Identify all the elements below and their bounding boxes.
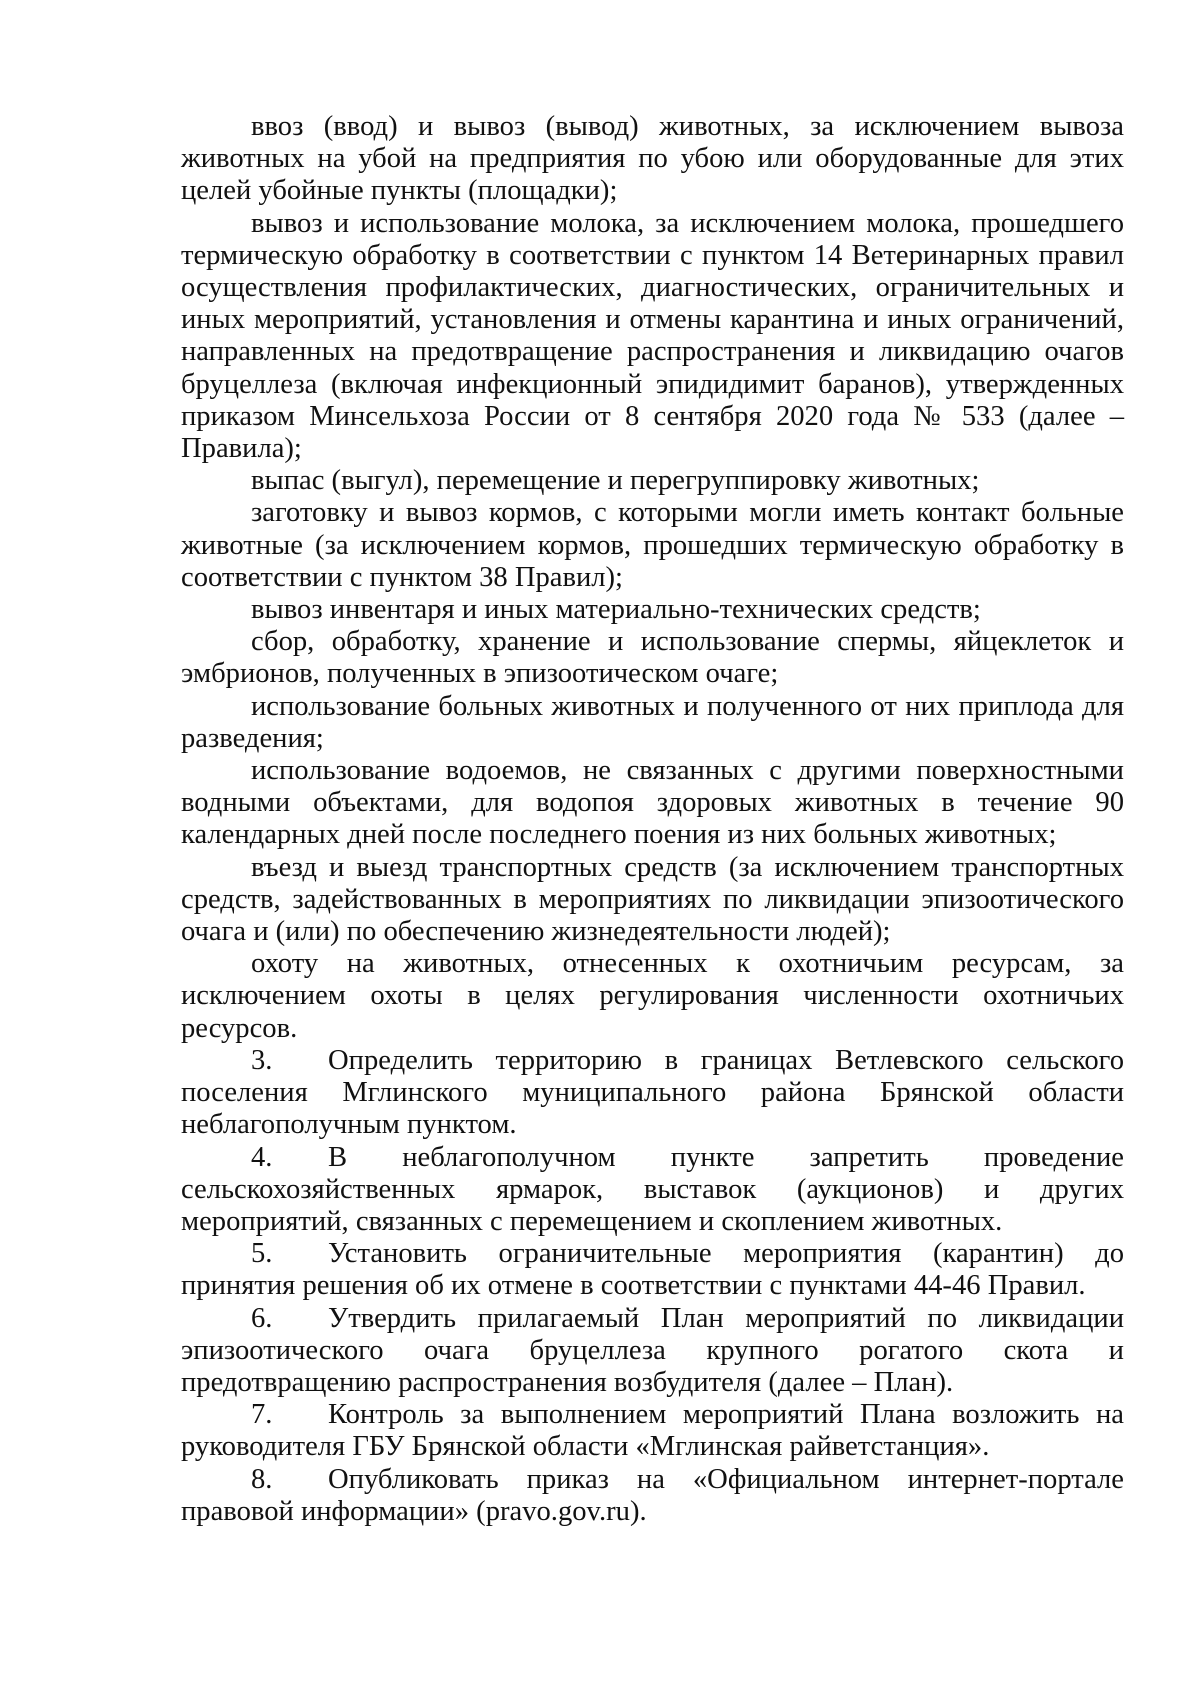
item-number: 7.	[251, 1399, 273, 1431]
item-text: Контроль за выполнением мероприятий Плана возложить на руководителя ГБУ Брянской области «Мглинская райветстанция».	[181, 1399, 1124, 1463]
numbered-item-8	[181, 1464, 1124, 1528]
item-number: 8.	[251, 1463, 273, 1495]
numbered-item-5	[181, 1238, 1124, 1302]
numbered-item-6	[181, 1303, 1124, 1400]
paragraph-water: использование водоемов, не связанных с другими поверхностными водными объектами, для водопоя здоровых животных в течение 90 календарных дней после последнего поения из них больных животных;	[181, 755, 1124, 851]
item-number: 6.	[251, 1302, 273, 1334]
paragraph-breeding: использование больных животных и полученного от них приплода для разведения;	[181, 690, 1124, 754]
item-number: 3.	[251, 1044, 273, 1076]
numbered-item-7	[181, 1399, 1124, 1463]
numbered-item-3	[181, 1045, 1124, 1142]
item-number: 4.	[251, 1141, 273, 1173]
paragraph-sperm: сбор, обработку, хранение и использование спермы, яйцеклеток и эмбрионов, полученных в эпизоотическом очаге;	[181, 626, 1124, 690]
item-text: Установить ограничительные мероприятия (карантин) до принятия решения об их отмене в соответствии с пунктами 44-46 Правил.	[181, 1238, 1124, 1302]
item-text: В неблагополучном пункте запретить проведение сельскохозяйственных ярмарок, выставок (аукционов) и других мероприятий, связанных с перемещением и скоплением животных.	[181, 1141, 1124, 1237]
paragraph-import-export: ввоз (ввод) и вывоз (вывод) животных, за исключением вывоза животных на убой на предприятия по убою или оборудованные для этих целей убойные пункты (площадки);	[181, 111, 1124, 207]
document-body	[181, 111, 1124, 1528]
paragraph-grazing: выпас (выгул), перемещение и перегруппировку животных;	[251, 465, 980, 497]
item-text: Утвердить прилагаемый План мероприятий по ликвидации эпизоотического очага бруцеллеза крупного рогатого скота и предотвращению распространения возбудителя (далее – План).	[181, 1302, 1124, 1398]
item-text: Опубликовать приказ на «Официальном интернет-портале правовой информации» (pravo.gov.ru).	[181, 1463, 1124, 1527]
paragraph-transport: въезд и выезд транспортных средств (за исключением транспортных средств, задействованных в мероприятиях по ликвидации эпизоотического очага и (или) по обеспечению жизнедеятельности людей);	[181, 851, 1124, 948]
paragraph-hunting: охоту на животных, отнесенных к охотничьим ресурсам, за исключением охоты в целях регулирования численности охотничьих ресурсов.	[181, 948, 1124, 1044]
paragraph-milk: вывоз и использование молока, за исключением молока, прошедшего термическую обработку в соответствии с пунктом 14 Ветеринарных правил осуществления профилактических, диагностических, ограничительных и иных мероприятий, установления и отмены карантина и иных ограничений, направленных на предотвращение распространения и ликвидацию очагов бруцеллеза (включая инфекционный эпидидимит баранов), утвержденных приказом Минсельхоза России от 8 сентября 2020 года № 533 (далее – Правила);	[181, 207, 1124, 465]
paragraph-inventory: вывоз инвентаря и иных материально-технических средств;	[251, 594, 981, 626]
numbered-item-4	[181, 1142, 1124, 1239]
paragraph-feed: заготовку и вывоз кормов, с которыми могли иметь контакт больные животные (за исключением кормов, прошедших термическую обработку в соответствии с пунктом 38 Правил);	[181, 497, 1124, 593]
item-number: 5.	[251, 1238, 273, 1270]
item-text: Определить территорию в границах Ветлевского сельского поселения Мглинского муниципального района Брянской области неблагополучным пунктом.	[181, 1044, 1124, 1141]
